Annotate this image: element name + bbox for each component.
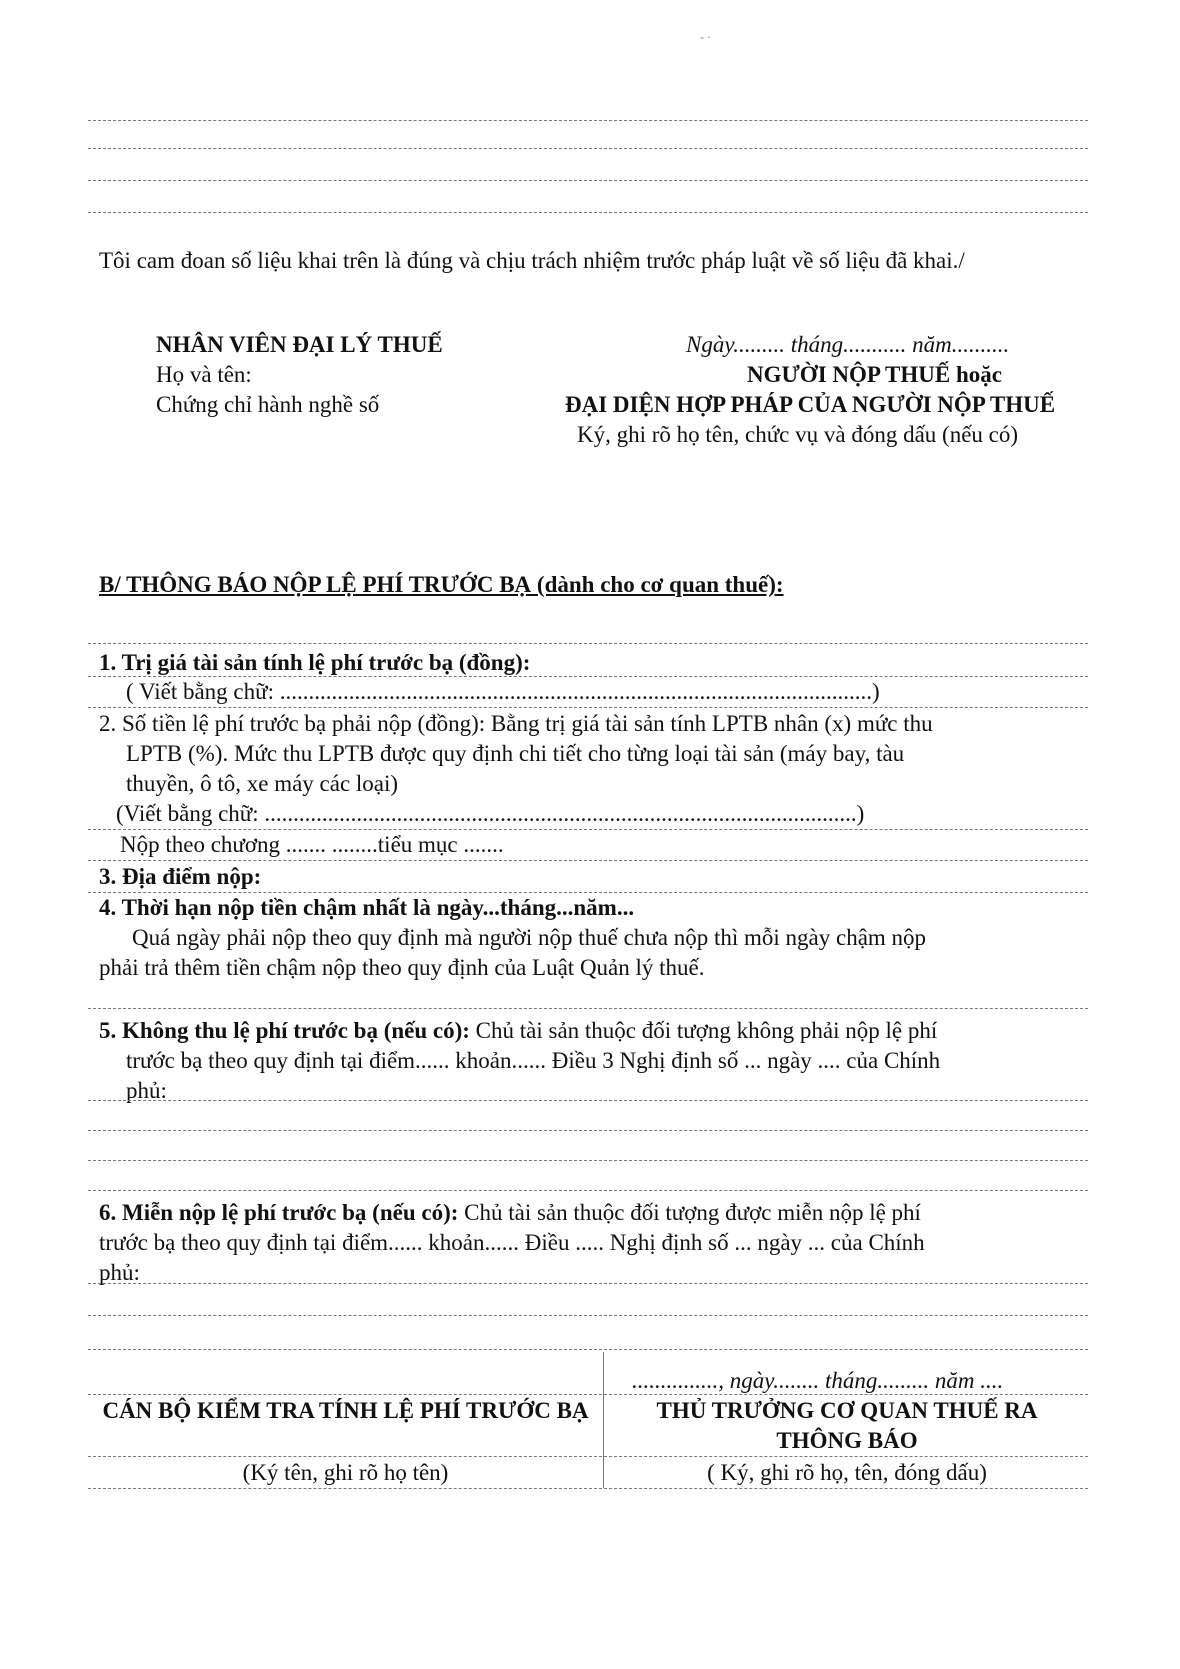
item5-line1 bbox=[99, 1016, 937, 1046]
top-mark: - · bbox=[700, 30, 711, 44]
item3-title: 3. Địa điểm nộp: bbox=[99, 864, 262, 889]
taxpayer-title: NGƯỜI NỘP THUẾ hoặc bbox=[747, 362, 1002, 387]
item2-chapter: Nộp theo chương ....... ........tiểu mục ....... bbox=[120, 832, 504, 857]
dotted-line bbox=[88, 1008, 1088, 1009]
dotted-line bbox=[88, 1160, 1088, 1161]
head-officer-sign-note: ( Ký, ghi rõ họ, tên, đóng dấu) bbox=[707, 1460, 987, 1485]
dotted-line bbox=[88, 120, 1088, 121]
dotted-line bbox=[88, 1283, 1088, 1284]
agent-title: NHÂN VIÊN ĐẠI LÝ THUẾ bbox=[156, 332, 443, 357]
inspector-sign-note: (Ký tên, ghi rõ họ tên) bbox=[242, 1460, 449, 1485]
item6-line1 bbox=[99, 1198, 921, 1228]
dotted-line bbox=[88, 1100, 1088, 1101]
commitment-text: Tôi cam đoan số liệu khai trên là đúng và chịu trách nhiệm trước pháp luật về số liệu đã khai./ bbox=[99, 248, 965, 273]
taxpayer-date: Ngày......... tháng........... năm.......... bbox=[686, 332, 1010, 357]
item2-line1: 2. Số tiền lệ phí trước bạ phải nộp (đồng): Bằng trị giá tài sản tính LPTB nhân (x) mức thu bbox=[99, 711, 933, 736]
dotted-line bbox=[88, 180, 1088, 181]
item2-line3: thuyền, ô tô, xe máy các loại) bbox=[126, 771, 399, 796]
dotted-line bbox=[88, 1349, 1088, 1350]
item6-line2: trước bạ theo quy định tại điểm...... khoản...... Điều ..... Nghị định số ... ngày ... của Chính bbox=[99, 1230, 925, 1255]
taxpayer-sign-note: Ký, ghi rõ họ tên, chức vụ và đóng dấu (nếu có) bbox=[577, 422, 1019, 447]
head-officer-title: THỦ TRƯỞNG CƠ QUAN THUẾ RA bbox=[656, 1398, 1038, 1423]
item2-words: (Viết bằng chữ: .......................................................................................................) bbox=[116, 801, 865, 826]
item1-words: ( Viết bằng chữ: .......................................................................................................) bbox=[126, 679, 880, 704]
dotted-line bbox=[88, 1456, 1088, 1457]
agent-cert-label: Chứng chỉ hành nghề số bbox=[156, 392, 380, 417]
dotted-line bbox=[88, 148, 1088, 149]
legal-representative-title: ĐẠI DIỆN HỢP PHÁP CỦA NGƯỜI NỘP THUẾ bbox=[565, 392, 1056, 417]
dotted-line bbox=[88, 707, 1088, 708]
dotted-line bbox=[88, 1488, 1088, 1489]
item5-rest: Chủ tài sản thuộc đối tượng không phải nộp lệ phí bbox=[469, 1018, 938, 1043]
agent-name-label: Họ và tên: bbox=[156, 362, 252, 387]
inspector-title: CÁN BỘ KIỂM TRA TÍNH LỆ PHÍ TRƯỚC BẠ bbox=[102, 1398, 589, 1423]
item4-line1: Quá ngày phải nộp theo quy định mà người nộp thuế chưa nộp thì mỗi ngày chậm nộp bbox=[132, 925, 927, 950]
item5-line3: phủ: bbox=[126, 1078, 167, 1103]
dotted-line bbox=[88, 1394, 1088, 1395]
item6-line3: phủ: bbox=[99, 1260, 140, 1285]
item5-title: 5. Không thu lệ phí trước bạ (nếu có): bbox=[99, 1018, 470, 1043]
item6-rest: Chủ tài sản thuộc đối tượng được miễn nộp lệ phí bbox=[458, 1200, 921, 1225]
item4-title: 4. Thời hạn nộp tiền chậm nhất là ngày...tháng...năm... bbox=[99, 895, 635, 920]
head-officer-title-line2: THÔNG BÁO bbox=[776, 1428, 918, 1453]
table-divider bbox=[603, 1352, 604, 1488]
dotted-line bbox=[88, 860, 1088, 861]
dotted-line bbox=[88, 1130, 1088, 1131]
item5-line2: trước bạ theo quy định tại điểm...... khoản...... Điều 3 Nghị định số ... ngày .... của Chính bbox=[126, 1048, 941, 1073]
dotted-line bbox=[88, 1190, 1088, 1191]
dotted-line bbox=[88, 1315, 1088, 1316]
section-b-heading: B/ THÔNG BÁO NỘP LỆ PHÍ TRƯỚC BẠ (dành cho cơ quan thuế): bbox=[99, 572, 784, 597]
dotted-line bbox=[88, 643, 1088, 644]
item6-title: 6. Miễn nộp lệ phí trước bạ (nếu có): bbox=[99, 1200, 459, 1225]
item4-line2: phải trả thêm tiền chậm nộp theo quy định của Luật Quản lý thuế. bbox=[99, 955, 705, 980]
item1-title: 1. Trị giá tài sản tính lệ phí trước bạ (đồng): bbox=[99, 650, 531, 675]
dotted-line bbox=[88, 212, 1088, 213]
official-date: ..............., ngày........ tháng......... năm .... bbox=[632, 1368, 1004, 1393]
item2-line2: LPTB (%). Mức thu LPTB được quy định chi tiết cho từng loại tài sản (máy bay, tàu bbox=[126, 741, 905, 766]
